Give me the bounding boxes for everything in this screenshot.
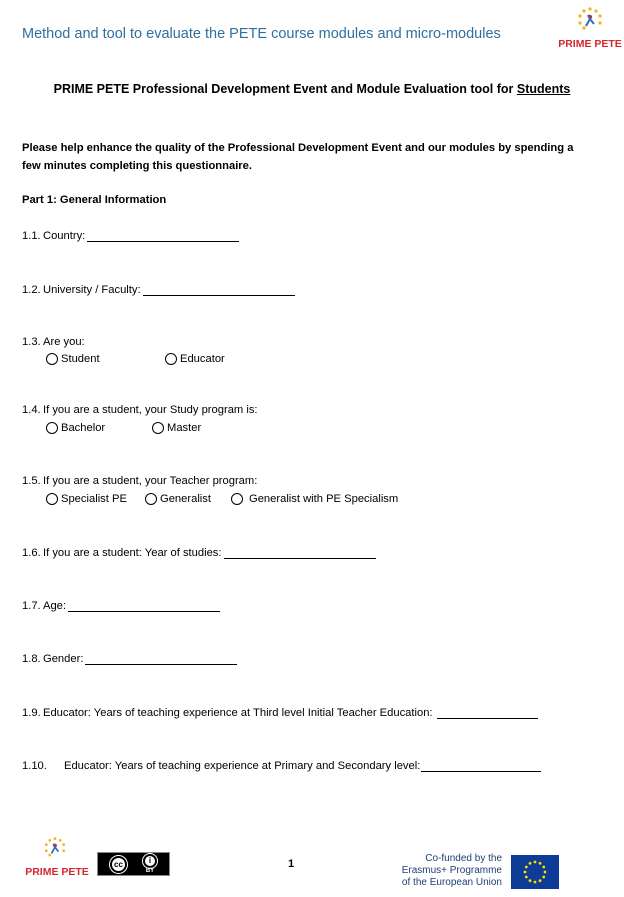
radio-icon[interactable] <box>152 422 164 434</box>
question-primary-secondary-experience <box>22 760 541 772</box>
prime-pete-logo <box>557 6 623 50</box>
cc-license-badge <box>97 852 170 876</box>
radio-icon[interactable] <box>145 493 157 505</box>
logo-text: PRIME PETE <box>558 38 622 50</box>
option-label: Generalist <box>160 493 211 505</box>
option-master[interactable] <box>152 422 201 434</box>
question-year-of-studies <box>22 547 376 559</box>
question-text: University / Faculty: <box>43 284 141 296</box>
option-specialist-pe[interactable] <box>46 493 127 505</box>
eu-stars-icon <box>511 855 559 889</box>
stars-logo-icon <box>575 6 605 36</box>
question-text: If you are a student: Year of studies: <box>43 547 222 559</box>
cofunded-line: Erasmus+ Programme <box>401 865 502 876</box>
question-gender <box>22 653 237 665</box>
logo-text: PRIME PETE <box>25 866 89 878</box>
year-of-studies-field[interactable] <box>224 547 376 559</box>
radio-icon[interactable] <box>46 353 58 365</box>
question-third-level-experience <box>22 707 538 719</box>
question-number: 1.10. <box>22 760 47 772</box>
eu-flag-icon <box>511 855 559 889</box>
cofunded-line: Co-funded by the <box>425 853 502 864</box>
question-text: If you are a student, your Teacher program: <box>43 475 258 487</box>
question-number: 1.5. <box>22 475 41 487</box>
gender-field[interactable] <box>85 653 237 665</box>
option-label: Student <box>61 353 100 365</box>
part-heading: Part 1: General Information <box>22 194 167 206</box>
option-label: Specialist PE <box>61 493 127 505</box>
option-generalist-pe-specialism[interactable] <box>231 493 398 505</box>
question-teacher-program <box>22 475 257 487</box>
document-title <box>0 82 624 96</box>
option-student[interactable] <box>46 353 100 365</box>
option-bachelor[interactable] <box>46 422 105 434</box>
question-text: Educator: Years of teaching experience at Third level Initial Teacher Education: <box>43 707 433 719</box>
cc-icon: cc <box>110 856 127 873</box>
university-field[interactable] <box>143 284 295 296</box>
option-label: Generalist with PE Specialism <box>249 493 399 505</box>
option-label: Educator <box>180 353 225 365</box>
license-label: BY <box>145 867 155 874</box>
question-text: If you are a student, your Study program is: <box>43 404 258 416</box>
header-title: Method and tool to evaluate the PETE course modules and micro-modules <box>22 26 501 42</box>
question-text: Are you: <box>43 336 85 348</box>
question-number: 1.9. <box>22 707 41 719</box>
stars-logo-icon <box>41 836 69 862</box>
question-text: Age: <box>43 600 67 612</box>
primary-secondary-experience-field[interactable] <box>421 760 541 772</box>
question-number: 1.6. <box>22 547 41 559</box>
radio-icon[interactable] <box>231 493 243 505</box>
cofunded-text <box>390 853 502 889</box>
footer-prime-pete-logo <box>24 836 90 878</box>
third-level-experience-field[interactable] <box>437 707 538 719</box>
country-field[interactable] <box>87 230 239 242</box>
question-number: 1.7. <box>22 600 41 612</box>
option-label: Master <box>167 422 202 434</box>
age-field[interactable] <box>68 600 220 612</box>
attribution-icon: i <box>143 854 157 868</box>
question-study-program <box>22 404 258 416</box>
question-number: 1.3. <box>22 336 41 348</box>
page-number: 1 <box>288 858 295 870</box>
option-educator[interactable] <box>165 353 225 365</box>
question-text: Country: <box>43 230 86 242</box>
question-country <box>22 230 239 242</box>
question-text: Educator: Years of teaching experience at Primary and Secondary level: <box>64 760 421 772</box>
question-age <box>22 600 220 612</box>
radio-icon[interactable] <box>165 353 177 365</box>
question-number: 1.1. <box>22 230 41 242</box>
question-text: Gender: <box>43 653 84 665</box>
question-university <box>22 284 295 296</box>
radio-icon[interactable] <box>46 422 58 434</box>
radio-icon[interactable] <box>46 493 58 505</box>
intro-text: Please help enhance the quality of the Professional Development Event and our modules by spending a few minutes completing this questionnaire. <box>22 142 574 172</box>
question-number: 1.8. <box>22 653 41 665</box>
title-prefix: PRIME PETE Professional Development Event and Module Evaluation tool for <box>53 82 517 96</box>
cofunded-line: of the European Union <box>401 877 502 888</box>
question-number: 1.4. <box>22 404 41 416</box>
question-number: 1.2. <box>22 284 41 296</box>
option-generalist[interactable] <box>145 493 211 505</box>
option-label: Bachelor <box>61 422 106 434</box>
title-underlined: Students <box>516 82 571 96</box>
question-role <box>22 336 85 348</box>
